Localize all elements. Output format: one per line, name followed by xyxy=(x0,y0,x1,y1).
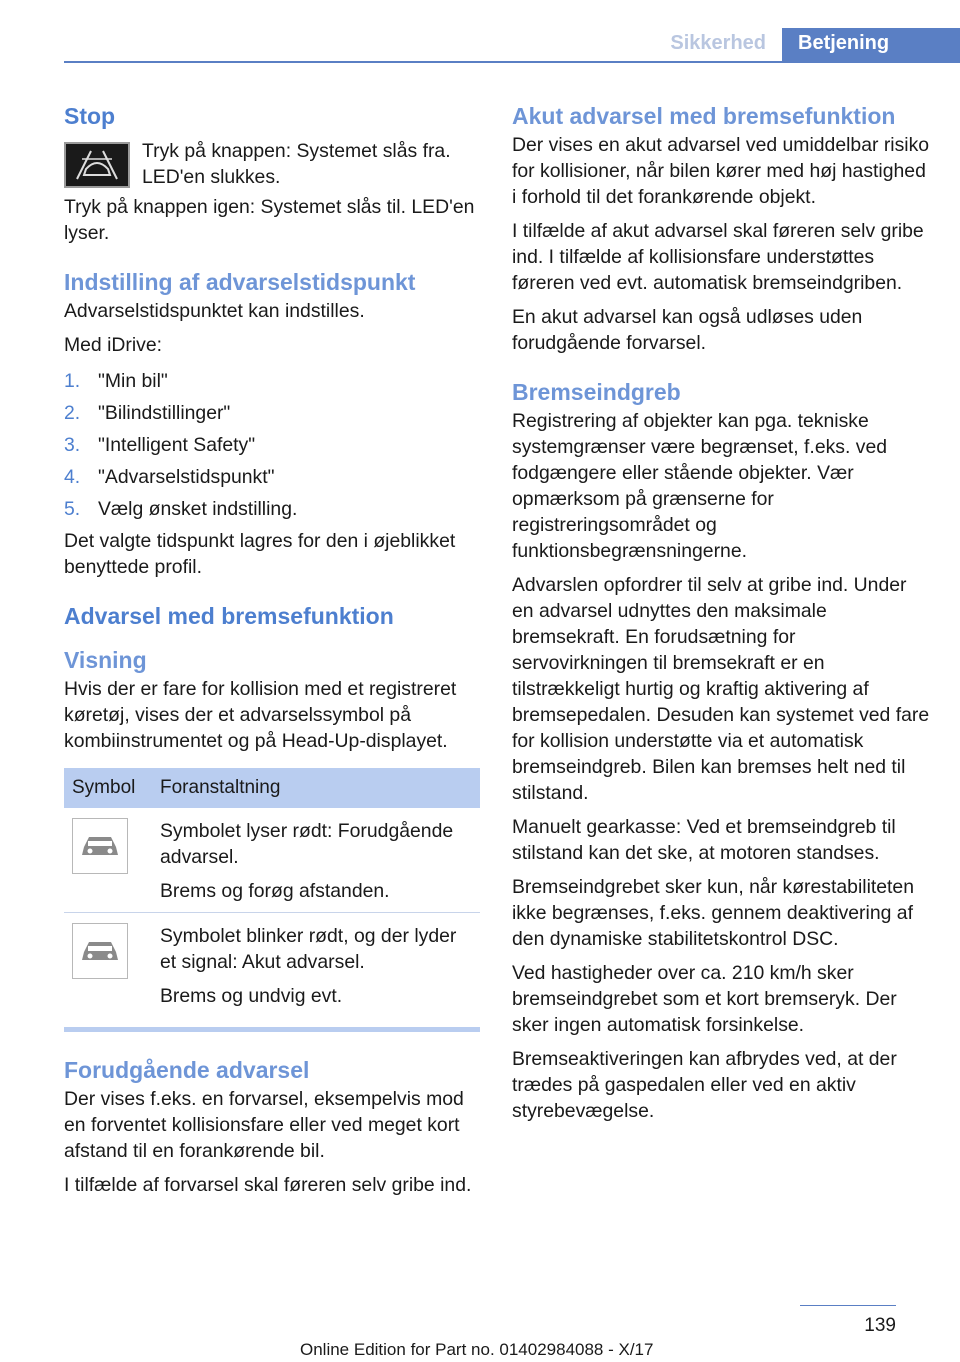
pre-warning-text-2: I tilfælde af forvarsel skal føreren selv gribe ind. xyxy=(64,1174,472,1196)
list-item: 5. Vælg ønsket indstilling. xyxy=(64,498,298,520)
steps-note: Det valgte tidspunkt lagres for den i øjeblikket benyttede profil. xyxy=(64,530,456,578)
tab-betjening[interactable]: Betjening xyxy=(782,28,960,62)
symbol-table xyxy=(64,768,480,1017)
setting-heading: Indstilling af advarselstidspunkt xyxy=(64,269,416,295)
list-item: 4. "Advarselstidspunkt" xyxy=(64,466,275,488)
stop-row xyxy=(64,138,482,190)
list-item: 1. "Min bil" xyxy=(64,370,168,392)
list-item: 2. "Bilindstillinger" xyxy=(64,402,231,424)
table-row xyxy=(64,808,480,913)
table-end-rule xyxy=(64,1027,480,1032)
row-1-text-1: Symbolet lyser rødt: Forudgående advarsel. xyxy=(160,820,454,868)
pre-warning-heading: Forudgående advarsel xyxy=(64,1057,310,1083)
row-2-text-2: Brems og undvig evt. xyxy=(160,985,343,1007)
brake-intervention-text-1: Registrering af objekter kan pga. tekniske systemgrænser være begrænset, f.eks. ved fodgængere eller stående objekter. Vær opmærksom på grænserne for registreringsområdet og funktionsbegrænsningerne. xyxy=(512,410,888,562)
acute-heading: Akut advarsel med bremsefunktion xyxy=(512,103,896,129)
brake-intervention-heading: Bremseindgreb xyxy=(512,379,681,405)
setting-text-2: Med iDrive: xyxy=(64,334,163,356)
brake-intervention-text-2: Advarslen opfordrer til selv at gribe ind. Under en advarsel udnyttes den maksimale bremsekraft. En forudsætning for servovirkningen til bremsekraft er en tilstrækkeligt hurtig og kraftig aktivering af bremsepedalen. Desuden kan systemet ved fare for kollision understøtte via et automatisk bremseindgreb. Bilen kan bremses helt ned til stilstand. xyxy=(512,574,930,804)
brake-warning-heading: Advarsel med bremsefunktion xyxy=(64,603,394,629)
tab-sikkerhed[interactable]: Sikkerhed xyxy=(654,28,782,62)
display-text: Hvis der er fare for kollision med et registreret køretøj, vises der et advarselssymbol på kombiinstrumentet og på Head-Up-displayet. xyxy=(64,678,457,752)
acute-text-3: En akut advarsel kan også udløses uden forudgående forvarsel. xyxy=(512,306,863,354)
pre-warning-text-1: Der vises f.eks. en forvarsel, eksempelvis mod en forventet kollisionsfare eller ved meget kort afstand til en forankørende bil. xyxy=(64,1088,464,1162)
stop-instruction: Tryk på knappen: Systemet slås fra. LED'en slukkes. xyxy=(142,140,451,188)
brake-intervention-text-5: Ved hastigheder over ca. 210 km/h sker bremseindgrebet som et kort bremseryk. Der sker ingen automatisk forsinkelse. xyxy=(512,962,897,1036)
acute-text-1: Der vises en akut advarsel ved umiddelbar risiko for kollisioner, når bilen kører med høj hastighed i forhold til det forankørende objekt. xyxy=(512,134,930,208)
row-1-text-2: Brems og forøg afstanden. xyxy=(160,880,390,902)
stop-heading: Stop xyxy=(64,103,116,129)
row-2-text-1: Symbolet blinker rødt, og der lyder et signal: Akut advarsel. xyxy=(160,925,457,973)
idrive-steps xyxy=(64,368,482,522)
footer-rule xyxy=(800,1305,896,1306)
left-column xyxy=(64,100,482,1206)
list-item: 3. "Intelligent Safety" xyxy=(64,434,256,456)
brake-intervention-text-3: Manuelt gearkasse: Ved et bremseindgreb til stilstand kan det ske, at motoren standses. xyxy=(512,816,896,864)
stop-again-text: Tryk på knappen igen: Systemet slås til. LED'en lyser. xyxy=(64,196,475,244)
table-row xyxy=(64,913,480,1018)
header-tabs xyxy=(654,28,960,62)
brake-intervention-text-6: Bremseaktiveringen kan afbrydes ved, at der trædes på gaspedalen eller ved en aktiv styrebevægelse. xyxy=(512,1048,897,1122)
acute-text-2: I tilfælde af akut advarsel skal føreren selv gribe ind. I tilfælde af kollisionsfare understøttes føreren ved evt. automatisk bremseindgriben. xyxy=(512,220,924,294)
edition-footer: Online Edition for Part no. 01402984088 - X/17 xyxy=(300,1340,654,1359)
brake-intervention-text-4: Bremseindgrebet sker kun, når kørestabiliteten ikke begrænses, f.eks. gennem deaktivering af den dynamiske stabilitetskontrol DSC. xyxy=(512,876,915,950)
page-number: 139 xyxy=(864,1315,896,1336)
car-warning-icon xyxy=(72,818,128,874)
display-heading: Visning xyxy=(64,647,147,673)
setting-text-1: Advarselstidspunktet kan indstilles. xyxy=(64,300,365,322)
car-warning-flashing-icon xyxy=(72,923,128,979)
header-rule xyxy=(64,61,960,63)
table-header-symbol: Symbol xyxy=(64,768,152,808)
lane-assist-button-icon xyxy=(64,142,130,188)
table-header-action: Foranstaltning xyxy=(152,768,480,808)
right-column xyxy=(512,100,930,1132)
